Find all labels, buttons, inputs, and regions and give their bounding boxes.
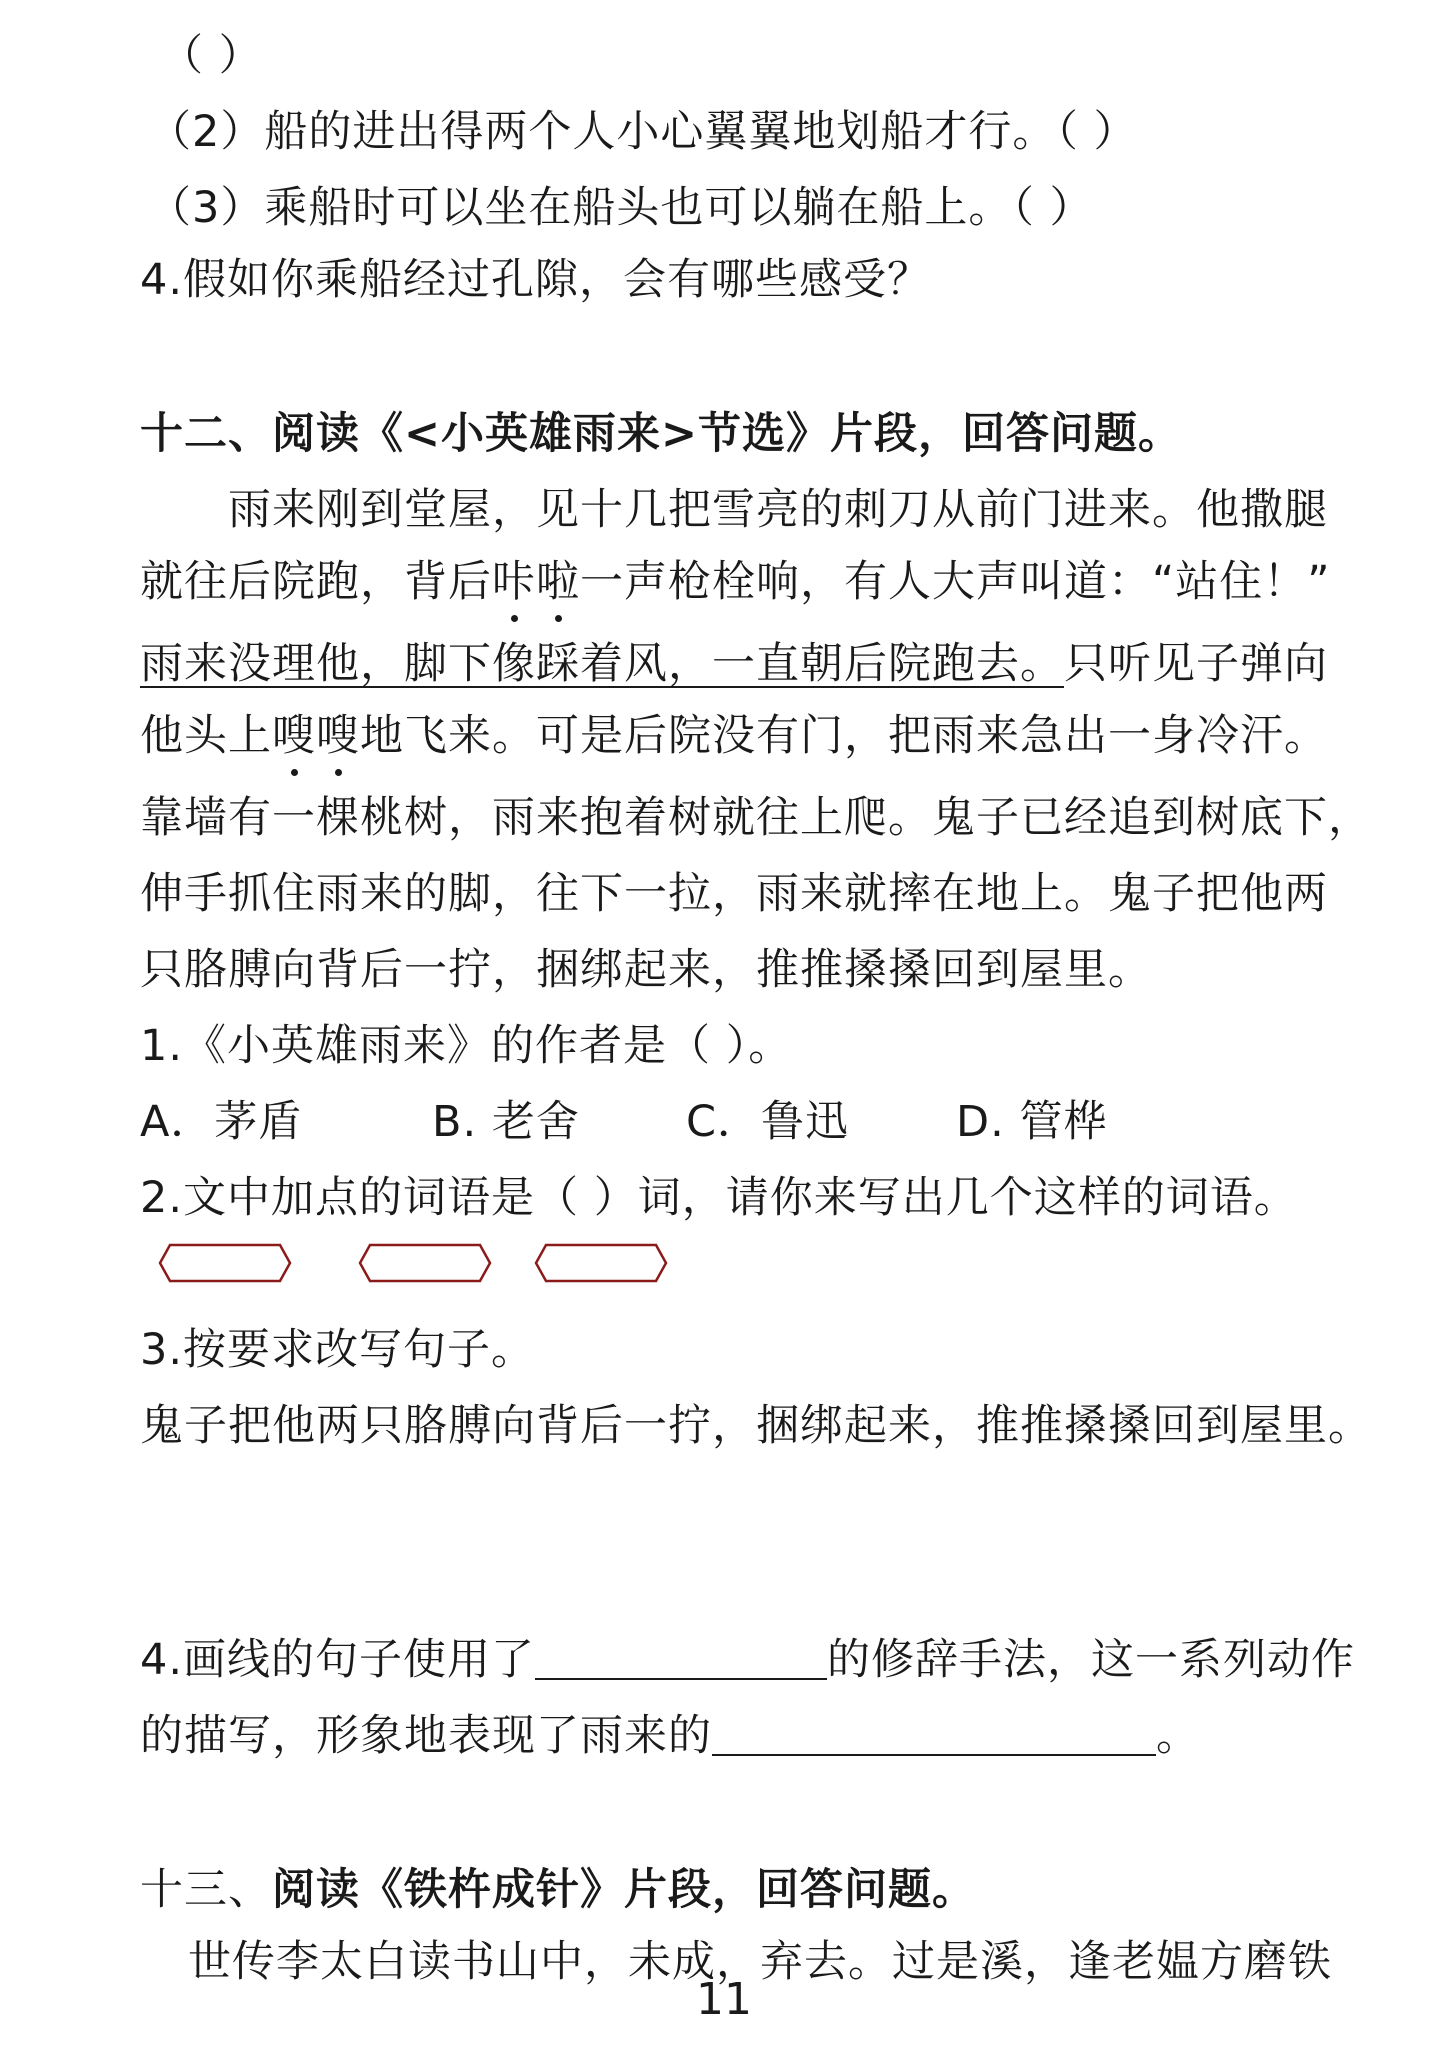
dotted-word-ka: 咔 (492, 554, 536, 610)
option-d: D. 管桦 (956, 1097, 1108, 1147)
q12-question-2: 2.文中加点的词语是（ ）词，请你来写出几个这样的词语。 (140, 1173, 1298, 1223)
section13-passage-line-1: 世传李太白读书山中，未成，弃去。过是溪，逢老媪方磨铁 (188, 1937, 1332, 1987)
fill-blank-rhetoric[interactable] (535, 1634, 827, 1680)
fill-blank-character[interactable] (712, 1710, 1156, 1756)
dotted-word-sou-2: 嗖 (316, 708, 360, 764)
section13-title: 阅读《铁杵成针》片段，回答问题。 (272, 1865, 976, 1915)
passage-line-5: 靠墙有一棵桃树，雨来抱着树就往上爬。鬼子已经追到树底下， (140, 793, 1372, 843)
option-c: C．鲁迅 (686, 1097, 850, 1147)
q4-text: 的修辞手法，这一系列动作 (827, 1635, 1356, 1685)
q12-question-3: 3.按要求改写句子。 (140, 1325, 536, 1375)
underlined-sentence: 雨来没理他，脚下像踩着风，一直朝后院跑去。 (140, 639, 1064, 689)
section13-number: 十三、 (140, 1865, 272, 1915)
passage-text: 一声枪栓响，有人大声叫道：“站住！” (580, 557, 1331, 607)
passage-line-3 (140, 636, 1328, 692)
q4-text: 。 (1156, 1711, 1200, 1761)
passage-line-7: 只胳膊向背后一拧，捆绑起来，推推搡搡回到屋里。 (140, 945, 1152, 995)
answer-paren-line: （ ） (160, 31, 263, 81)
passage-line-4 (140, 708, 1328, 764)
q12-question-4-line-1 (140, 1632, 1355, 1688)
answer-box-1[interactable] (158, 1243, 292, 1283)
passage-line-1: 雨来刚到堂屋，见十几把雪亮的刺刀从前门进来。他撒腿 (228, 485, 1328, 535)
passage-text: 只听见子弹向 (1064, 639, 1328, 689)
option-a: A．茅盾 (140, 1097, 303, 1147)
q11-question-4: 4.假如你乘船经过孔隙，会有哪些感受？ (140, 255, 932, 305)
q4-text: 4.画线的句子使用了 (140, 1635, 536, 1685)
q12-question-3-sentence: 鬼子把他两只胳膊向背后一拧，捆绑起来，推推搡搡回到屋里。 (140, 1401, 1372, 1451)
q12-question-1: 1.《小英雄雨来》的作者是（ ）。 (140, 1021, 793, 1071)
option-b: B. 老舍 (432, 1097, 580, 1147)
passage-text: 地飞来。可是后院没有门，把雨来急出一身冷汗。 (360, 711, 1328, 761)
section13-heading (140, 1862, 976, 1918)
passage-line-2 (140, 554, 1331, 610)
q11-item-3: （3）乘船时可以坐在船头也可以躺在船上。（ ） (148, 183, 1094, 233)
passage-text: 他头上 (140, 711, 272, 761)
q12-question-4-line-2 (140, 1708, 1200, 1764)
page-number: 11 (696, 1974, 752, 2025)
section12-heading: 十二、阅读《<小英雄雨来>节选》片段，回答问题。 (140, 409, 1183, 459)
answer-box-3[interactable] (534, 1243, 668, 1283)
passage-line-6: 伸手抓住雨来的脚，往下一拉，雨来就摔在地上。鬼子把他两 (140, 869, 1328, 919)
dotted-word-la: 啦 (536, 554, 580, 610)
q4-text: 的描写，形象地表现了雨来的 (140, 1711, 712, 1761)
answer-box-2[interactable] (358, 1243, 492, 1283)
dotted-word-sou-1: 嗖 (272, 708, 316, 764)
q11-item-2: （2）船的进出得两个人小心翼翼地划船才行。（ ） (148, 107, 1138, 157)
passage-text: 就往后院跑，背后 (140, 557, 492, 607)
